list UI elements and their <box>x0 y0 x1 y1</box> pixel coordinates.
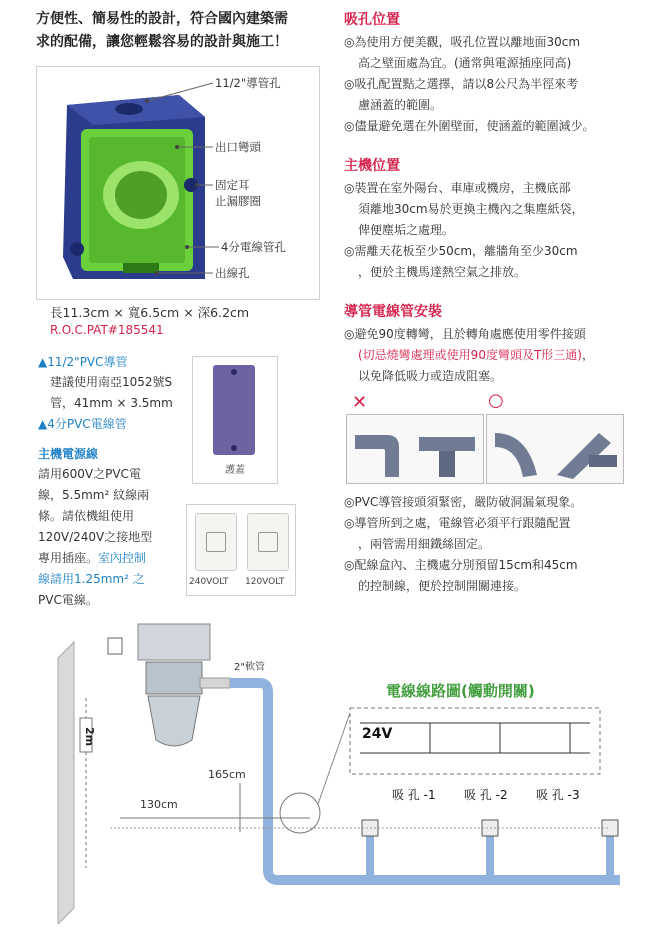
note-2b: ，兩管需用細鐵絲固定。 <box>358 537 491 551</box>
intro-line-1: 方便性、簡易性的設計，符合國內建築需 <box>36 11 288 27</box>
callout-conduit-hole: 11/2"導管孔 <box>215 76 281 90</box>
pvc-wire-title: ▲4分PVC電線管 <box>38 417 127 431</box>
callout-outlet-elbow: 出口彎頭 <box>215 140 261 154</box>
hole-label-2: 吸 孔 -2 <box>464 788 508 802</box>
junction-box-illustration <box>37 67 319 299</box>
cover-label: 護蓋 <box>225 465 245 476</box>
note-3a: ◎配線盒內、主機處分別預留15cm和45cm <box>344 558 578 572</box>
hole-label-3: 吸 孔 -3 <box>536 788 580 802</box>
pvc-line-2: 管，41mm × 3.5mm <box>50 396 173 410</box>
note-1: ◎PVC導管接頭須緊密，嚴防破洞漏氣現象。 <box>344 495 583 509</box>
circuit-voltage: 24V <box>362 726 393 742</box>
circuit-title: 電線線路圖(觸動開關) <box>386 682 535 700</box>
host-item-1c: 俾便塵垢之處理。 <box>358 223 455 237</box>
note-2a: ◎導管所到之處，電線管必須平行跟隨配置 <box>344 516 571 530</box>
outlets-panel <box>186 504 296 596</box>
outlet-120v <box>247 513 289 571</box>
box-patent: R.O.C.PAT#185541 <box>50 323 164 337</box>
dim-130: 130cm <box>140 798 178 811</box>
height-label: 2m <box>83 726 97 747</box>
intro-line-2: 求的配備，讓您輕鬆容易的設計與施工！ <box>36 34 288 50</box>
callout-wire-hole: 4分電線管孔 <box>221 240 286 254</box>
host-item-2b: ，便於主機馬達熱空氣之排放。 <box>358 265 527 279</box>
host-item-1b: 須離地30cm易於更換主機內之集塵紙袋， <box>358 202 584 216</box>
host-title: 主機位置 <box>344 158 400 174</box>
power-line-1: 請用600V之PVC電 <box>38 467 141 481</box>
note-3b: 的控制線，便於控制開關連接。 <box>358 579 527 593</box>
suction-title: 吸孔位置 <box>344 12 400 28</box>
cover-screw-top <box>231 369 237 375</box>
power-line-5: 專用插座。 <box>38 551 99 565</box>
conduit-comma: ， <box>581 348 594 362</box>
hole-label-1: 吸 孔 -1 <box>392 788 436 802</box>
wrong-fittings-panel <box>346 414 484 484</box>
suction-item-3: ◎儘量避免選在外圍壁面，使涵蓋的範圍減少。 <box>344 119 595 133</box>
pvc-title: ▲11/2"PVC導管 <box>38 355 128 369</box>
pvc-line-1: 建議使用南亞1052號S <box>50 375 173 389</box>
power-tail: PVC電線。 <box>38 593 98 607</box>
junction-box-panel <box>36 66 320 300</box>
suction-item-1b: 高之壁面處為宜。(通常與電源插座同高) <box>358 56 572 70</box>
conduit-lead: ◎避免90度轉彎，且於轉角處應使用零件接頭 <box>344 327 586 341</box>
cover-plate <box>213 365 255 455</box>
wrong-fittings-illustration <box>347 415 483 483</box>
right-mark: ○ <box>488 390 504 411</box>
installation-diagram-drawing <box>50 618 640 924</box>
power-blue-2: 線請用1.25mm² 之 <box>38 572 145 586</box>
host-item-1a: ◎裝置在室外陽台、車庫或機房，主機底部 <box>344 181 571 195</box>
suction-item-2a: ◎吸孔配置點之選擇，請以8公尺為半徑來考 <box>344 77 579 91</box>
suction-item-2b: 慮涵蓋的範圍。 <box>358 98 443 112</box>
conduit-after: 以免降低吸力或造成阻塞。 <box>358 369 503 383</box>
right-fittings-panel <box>486 414 624 484</box>
cover-plate-panel <box>192 356 278 484</box>
hose-label: 2"軟管 <box>234 662 265 673</box>
power-title: 主機電源線 <box>38 447 99 461</box>
power-blue-1: 室內控制 <box>98 551 147 565</box>
host-item-2a: ◎需離天花板至少50cm，離牆角至少30cm <box>344 244 578 258</box>
dim-165: 165cm <box>208 768 246 781</box>
outlet-120v-label: 120VOLT <box>245 577 285 587</box>
power-line-2: 線，5.5mm² 紋線兩 <box>38 488 150 502</box>
callout-fixing-ear: 固定耳 <box>215 178 250 192</box>
power-line-4: 120V/240V之接地型 <box>38 530 153 544</box>
installation-diagram <box>50 618 640 924</box>
callout-seal-ring: 止漏膠圈 <box>215 194 261 208</box>
callout-outlet-hole: 出線孔 <box>215 266 250 280</box>
cover-screw-bottom <box>231 445 237 451</box>
suction-item-1a: ◎為使用方便美觀，吸孔位置以離地面30cm <box>344 35 581 49</box>
conduit-warning: (切忌燒彎處理或使用90度彎頭及T形三通) <box>358 348 582 362</box>
wrong-mark: ✕ <box>352 392 368 413</box>
outlet-240v <box>195 513 237 571</box>
outlet-240v-label: 240VOLT <box>189 577 229 587</box>
conduit-title: 導管電線管安裝 <box>344 304 442 320</box>
right-fittings-illustration <box>487 415 623 483</box>
box-dimensions: 長11.3cm × 寬6.5cm × 深6.2cm <box>50 305 250 320</box>
power-line-3: 條。請依機組使用 <box>38 509 135 523</box>
